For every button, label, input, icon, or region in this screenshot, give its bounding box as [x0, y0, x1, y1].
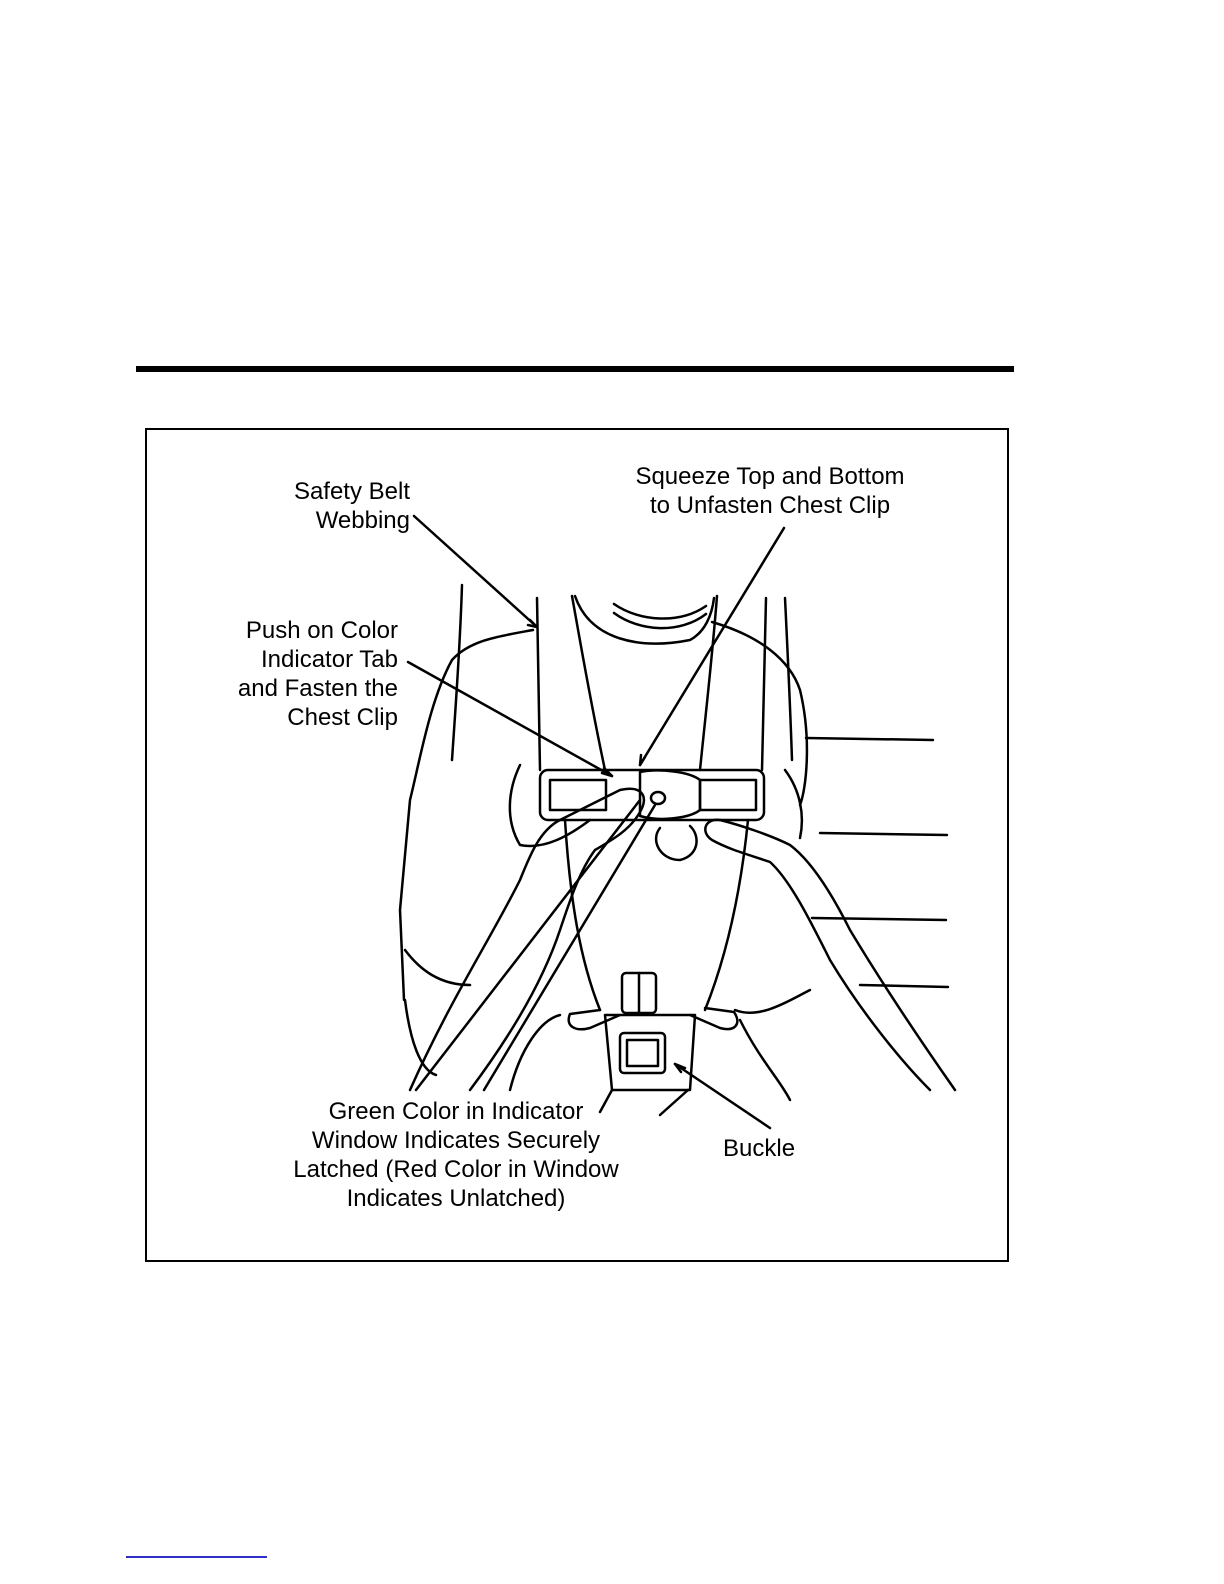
- label-squeeze-to-unfasten: Squeeze Top and Bottom to Unfasten Chest Clip: [635, 463, 905, 519]
- label-safety-belt-webbing: Safety Belt Webbing: [293, 478, 410, 534]
- label-buckle: Buckle: [723, 1135, 796, 1162]
- buckle: [600, 973, 695, 1115]
- hands: [410, 765, 955, 1090]
- label-indicator-window: Green Color in Indicator Window Indicates Securely Latched (Red Color in Window Indicates Unlatched): [293, 1098, 619, 1212]
- label-push-color-indicator-tab: Push on Color Indicator Tab and Fasten the Chest Clip: [237, 617, 398, 731]
- footer-link-underline[interactable]: [126, 1556, 267, 1558]
